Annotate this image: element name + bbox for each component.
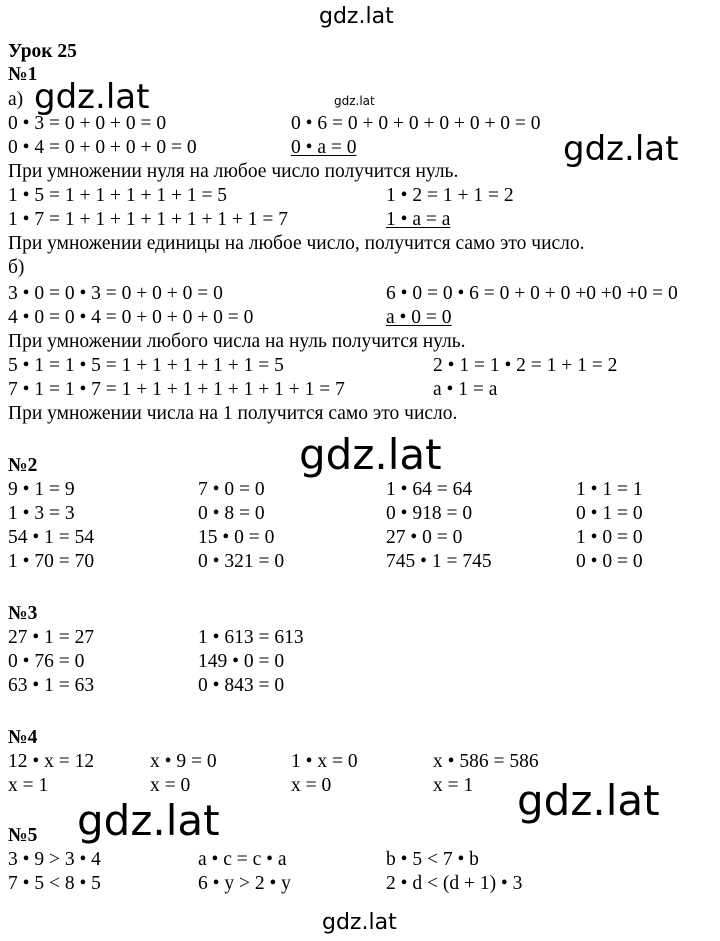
task2-cell: 7 • 0 = 0	[198, 479, 265, 500]
task4-cell: x = 0	[291, 775, 332, 796]
task3-cell: 149 • 0 = 0	[198, 651, 285, 672]
task5-inequality: 6 • y > 2 • y	[198, 873, 291, 894]
task1-a2-left: 0 • 4 = 0 + 0 + 0 + 0 = 0	[8, 137, 197, 158]
task1-rule-by-one: При умножении числа на 1 получится само это число.	[8, 403, 458, 424]
task1-a3-right: 1 • 2 = 1 + 1 = 2	[386, 185, 514, 206]
task4-number: №4	[8, 727, 38, 748]
task2-cell: 1 • 64 = 64	[386, 479, 473, 500]
task2-cell: 0 • 0 = 0	[576, 551, 643, 572]
task5-number: №5	[8, 825, 38, 846]
task1-a4-right-formula: 1 • a = a	[386, 209, 451, 230]
watermark-a-line: gdz.lat	[34, 77, 150, 117]
task2-number: №2	[8, 455, 38, 476]
task4-cell: x • 9 = 0	[150, 751, 217, 772]
task1-a2-right-formula: 0 • a = 0	[291, 137, 357, 158]
task2-cell: 1 • 70 = 70	[8, 551, 95, 572]
task2-cell: 0 • 8 = 0	[198, 503, 265, 524]
task4-cell: x = 1	[8, 775, 49, 796]
task5-inequality: 3 • 9 > 3 • 4	[8, 849, 101, 870]
watermark-big-right: gdz.lat	[517, 776, 660, 825]
task1-a4-left: 1 • 7 = 1 + 1 + 1 + 1 + 1 + 1 + 1 = 7	[8, 209, 289, 230]
task1-part-a-label: а)	[8, 89, 24, 110]
task1-b1-left: 3 • 0 = 0 • 3 = 0 + 0 + 0 = 0	[8, 283, 223, 304]
task1-number: №1	[8, 64, 38, 85]
task2-cell: 54 • 1 = 54	[8, 527, 95, 548]
task4-cell: 12 • x = 12	[8, 751, 95, 772]
task4-cell: x • 586 = 586	[433, 751, 539, 772]
task2-cell: 0 • 321 = 0	[198, 551, 285, 572]
watermark-right: gdz.lat	[563, 129, 679, 169]
task3-cell: 27 • 1 = 27	[8, 627, 95, 648]
watermark-big-left: gdz.lat	[77, 796, 220, 845]
task5-inequality: 2 • d < (d + 1) • 3	[386, 873, 523, 894]
task1-a1-right: 0 • 6 = 0 + 0 + 0 + 0 + 0 + 0 = 0	[291, 113, 541, 134]
task3-cell: 63 • 1 = 63	[8, 675, 95, 696]
task2-cell: 1 • 3 = 3	[8, 503, 75, 524]
task1-rule-zero: При умножении нуля на любое число получится нуль.	[8, 161, 459, 182]
task1-b1-right: 6 • 0 = 0 • 6 = 0 + 0 + 0 +0 +0 +0 = 0	[386, 283, 678, 304]
task3-cell: 0 • 76 = 0	[8, 651, 85, 672]
task1-a1-left: 0 • 3 = 0 + 0 + 0 = 0	[8, 113, 167, 134]
task1-b3-right: 2 • 1 = 1 • 2 = 1 + 1 = 2	[433, 355, 618, 376]
task1-rule-one: При умножении единицы на любое число, получится само это число.	[8, 233, 585, 254]
task2-cell: 0 • 1 = 0	[576, 503, 643, 524]
watermark-small-mid: gdz.lat	[334, 94, 375, 108]
task2-cell: 0 • 918 = 0	[386, 503, 473, 524]
task2-cell: 15 • 0 = 0	[198, 527, 275, 548]
task1-a3-left: 1 • 5 = 1 + 1 + 1 + 1 + 1 = 5	[8, 185, 228, 206]
task5-equation: a • c = c • a	[198, 849, 287, 870]
task2-cell: 9 • 1 = 9	[8, 479, 75, 500]
watermark-center: gdz.lat	[299, 430, 442, 479]
task3-cell: 1 • 613 = 613	[198, 627, 304, 648]
task4-cell: 1 • x = 0	[291, 751, 358, 772]
task2-cell: 745 • 1 = 745	[386, 551, 492, 572]
task4-cell: x = 0	[150, 775, 191, 796]
task1-b4-left: 7 • 1 = 1 • 7 = 1 + 1 + 1 + 1 + 1 + 1 + 1 = 7	[8, 379, 345, 400]
task1-b4-right-formula: a • 1 = a	[433, 379, 498, 400]
task2-cell: 1 • 1 = 1	[576, 479, 643, 500]
task5-inequality: b • 5 < 7 • b	[386, 849, 479, 870]
watermark-top: gdz.lat	[319, 4, 394, 29]
task4-cell: x = 1	[433, 775, 474, 796]
task3-cell: 0 • 843 = 0	[198, 675, 285, 696]
lesson-title: Урок 25	[8, 41, 77, 62]
task1-b2-right-formula: a • 0 = 0	[386, 307, 452, 328]
task1-b3-left: 5 • 1 = 1 • 5 = 1 + 1 + 1 + 1 + 1 = 5	[8, 355, 284, 376]
task1-part-b-label: б)	[8, 257, 25, 278]
task5-inequality: 7 • 5 < 8 • 5	[8, 873, 101, 894]
task1-rule-by-zero: При умножении любого числа на нуль получится нуль.	[8, 331, 466, 352]
task2-cell: 27 • 0 = 0	[386, 527, 463, 548]
watermark-bottom: gdz.lat	[322, 910, 397, 935]
task3-number: №3	[8, 603, 38, 624]
task1-b2-left: 4 • 0 = 0 • 4 = 0 + 0 + 0 + 0 = 0	[8, 307, 254, 328]
task2-cell: 1 • 0 = 0	[576, 527, 643, 548]
